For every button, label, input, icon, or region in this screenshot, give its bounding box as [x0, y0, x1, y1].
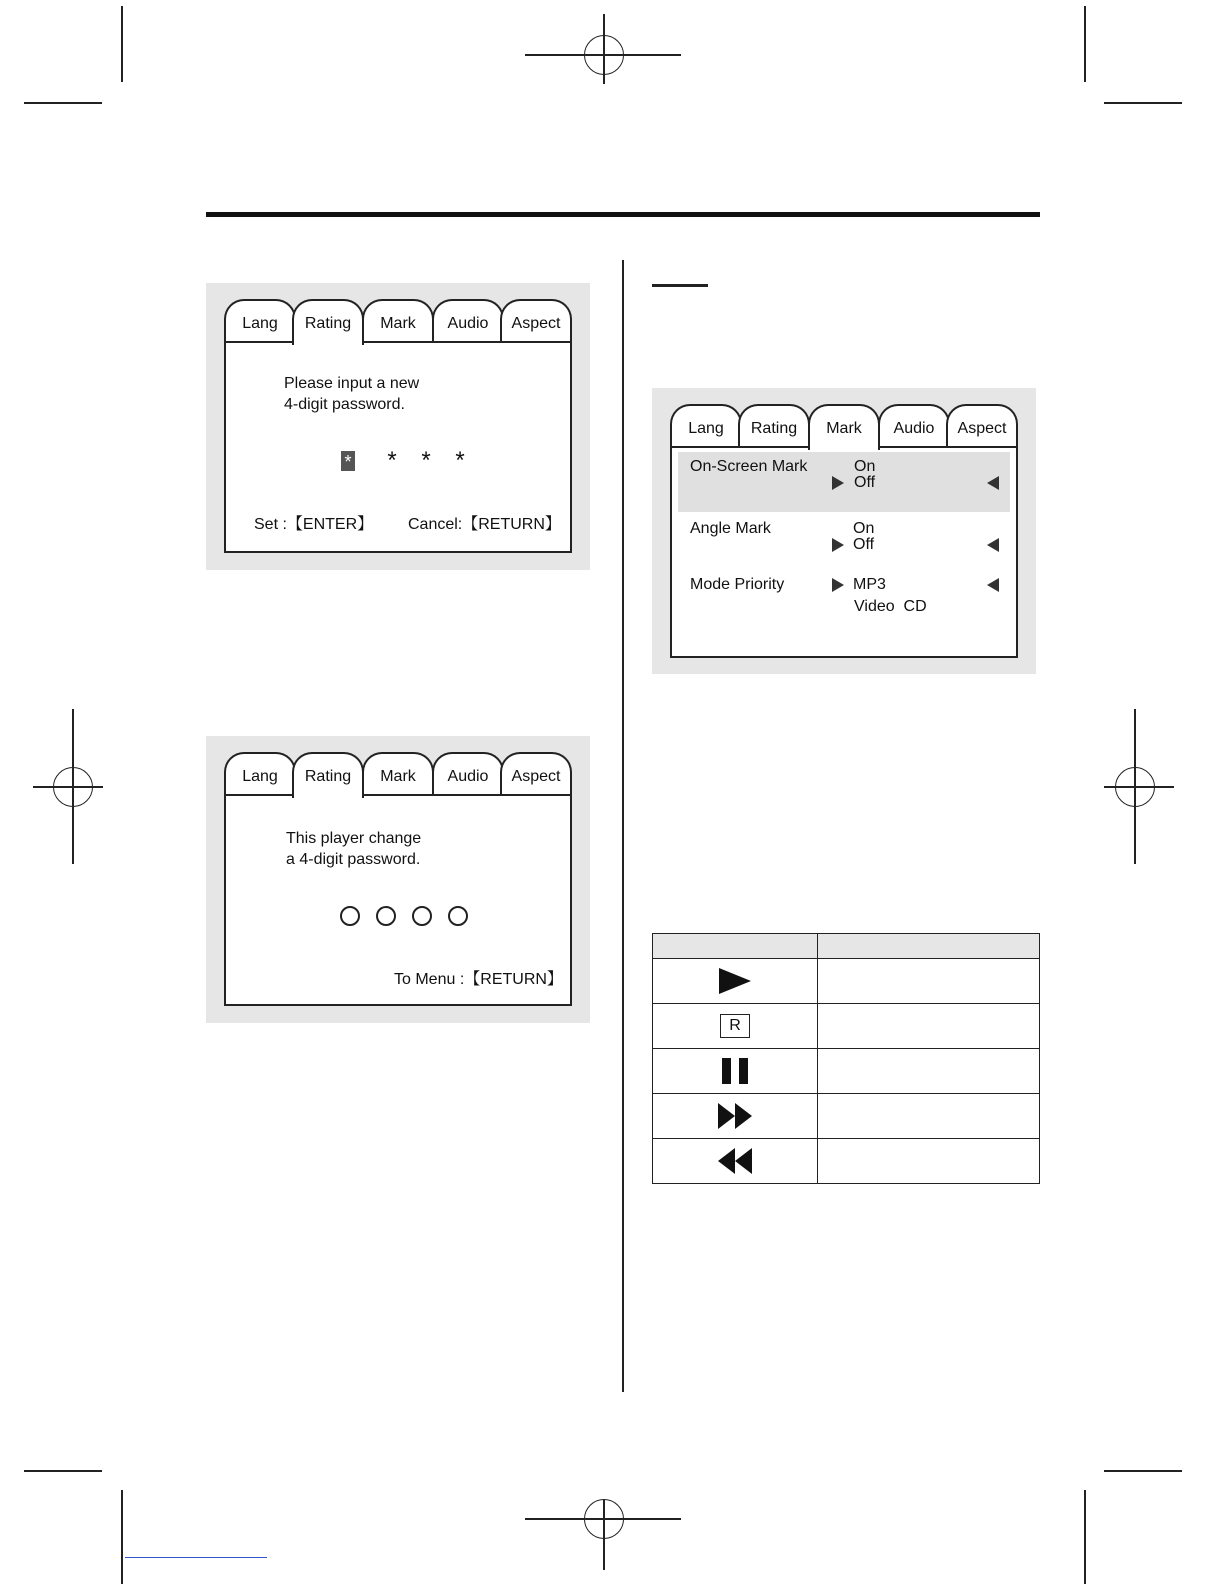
crop-mark — [121, 6, 123, 82]
digit-circle-icon — [448, 906, 468, 926]
digit-circle-icon — [340, 906, 360, 926]
table-cell — [653, 1049, 818, 1094]
table-cell — [653, 1004, 818, 1049]
angle-mark-option-off[interactable]: Off — [853, 536, 875, 553]
crop-mark — [1084, 1490, 1086, 1584]
password-change-message — [286, 828, 421, 870]
table-row — [653, 1049, 1040, 1094]
section-heading-rule — [652, 284, 708, 287]
table-cell — [818, 1094, 1040, 1139]
selection-arrow-left-icon — [987, 476, 999, 490]
tab-aspect[interactable]: Aspect — [946, 404, 1018, 448]
table-header-row — [653, 934, 1040, 959]
table-row — [653, 1139, 1040, 1184]
crop-mark — [1084, 6, 1086, 82]
tab-rating[interactable]: Rating — [738, 404, 810, 448]
angle-mark-option-on[interactable]: On — [853, 520, 875, 537]
table-cell — [653, 1139, 818, 1184]
play-icon — [719, 968, 751, 994]
fast-forward-icon — [718, 1103, 752, 1129]
table-row — [653, 959, 1040, 1004]
mode-priority-option-video-cd[interactable]: Video CD — [854, 598, 927, 615]
rewind-icon — [718, 1148, 752, 1174]
tab-bar — [224, 752, 572, 796]
to-menu-return-hint: To Menu :【RETURN】 — [394, 971, 563, 988]
selection-arrow-right-icon — [832, 476, 844, 490]
selection-arrow-right-icon — [832, 538, 844, 552]
table-row — [653, 1004, 1040, 1049]
message-line-2: a 4-digit password. — [286, 851, 421, 868]
repeat-r-icon: R — [720, 1014, 750, 1038]
on-screen-mark-option-off[interactable]: Off — [854, 474, 876, 491]
tab-aspect[interactable]: Aspect — [500, 299, 572, 343]
mark-settings-screen — [652, 388, 1036, 674]
prompt-line-1: Please input a new — [284, 375, 420, 392]
angle-mark-label: Angle Mark — [690, 520, 771, 537]
table-cell — [653, 959, 818, 1004]
message-line-1: This player change — [286, 830, 422, 847]
selection-arrow-left-icon — [987, 578, 999, 592]
pause-icon — [722, 1058, 748, 1084]
crop-mark — [24, 1470, 102, 1472]
cancel-return-hint: Cancel:【RETURN】 — [408, 516, 561, 533]
screen-body — [670, 446, 1018, 658]
password-digit-1[interactable]: * — [341, 451, 355, 471]
password-input-screen — [206, 283, 590, 570]
table-cell — [818, 1139, 1040, 1184]
digit-circle-icon — [412, 906, 432, 926]
password-digit-placeholders — [340, 906, 484, 931]
table-cell — [653, 1094, 818, 1139]
crop-mark — [121, 1490, 123, 1584]
header-rule — [206, 212, 1040, 217]
selection-arrow-right-icon — [832, 578, 844, 592]
tab-lang[interactable]: Lang — [224, 752, 296, 796]
selection-arrow-left-icon — [987, 538, 999, 552]
table-cell — [818, 1004, 1040, 1049]
table-cell — [818, 959, 1040, 1004]
password-digit-2[interactable]: * — [387, 447, 397, 474]
tab-audio[interactable]: Audio — [878, 404, 950, 448]
table-header-cell — [653, 934, 818, 959]
password-digit-4[interactable]: * — [455, 447, 465, 474]
crop-mark — [24, 102, 102, 104]
tab-rating[interactable]: Rating — [292, 299, 364, 345]
tab-mark[interactable]: Mark — [362, 299, 434, 343]
on-screen-mark-label: On-Screen Mark — [690, 458, 808, 475]
password-field[interactable] — [341, 447, 477, 475]
tab-audio[interactable]: Audio — [432, 752, 504, 796]
digit-circle-icon — [376, 906, 396, 926]
tab-rating[interactable]: Rating — [292, 752, 364, 798]
password-changed-screen — [206, 736, 590, 1023]
on-screen-symbol-table — [652, 933, 1040, 1184]
table-header-cell — [818, 934, 1040, 959]
mode-priority-label: Mode Priority — [690, 576, 785, 593]
crop-mark — [1104, 102, 1182, 104]
screen-body — [224, 794, 572, 1006]
crop-mark — [1104, 1470, 1182, 1472]
tab-lang[interactable]: Lang — [224, 299, 296, 343]
prompt-line-2: 4-digit password. — [284, 396, 405, 413]
set-enter-hint: Set :【ENTER】 — [254, 516, 374, 533]
tab-mark[interactable]: Mark — [362, 752, 434, 796]
screen-body — [224, 341, 572, 553]
table-row — [653, 1094, 1040, 1139]
column-divider — [622, 260, 624, 1392]
tab-lang[interactable]: Lang — [670, 404, 742, 448]
tab-bar — [224, 299, 572, 343]
tab-bar — [670, 404, 1018, 448]
on-screen-mark-option-on[interactable]: On — [854, 458, 876, 475]
tab-audio[interactable]: Audio — [432, 299, 504, 343]
tab-aspect[interactable]: Aspect — [500, 752, 572, 796]
password-digit-3[interactable]: * — [421, 447, 431, 474]
password-prompt — [284, 373, 419, 415]
footer-link-line — [125, 1557, 267, 1558]
tab-mark[interactable]: Mark — [808, 404, 880, 450]
table-cell — [818, 1049, 1040, 1094]
mode-priority-option-mp3[interactable]: MP3 — [853, 576, 886, 593]
